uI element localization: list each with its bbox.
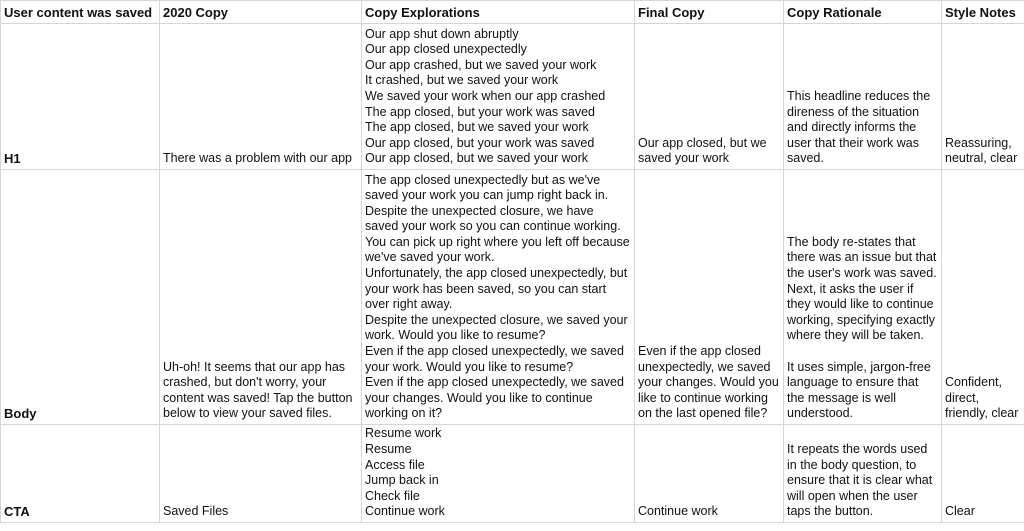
cell-explorations-cta[interactable] (362, 425, 635, 523)
rationale-paragraph: The body re-states that there was an issue but that the user's work was saved. Next, it asks the user if they would like to continue working, specifying exactly where they will be taken. (787, 234, 937, 343)
cell-2020-copy-body[interactable]: Uh-oh! It seems that our app has crashed, but don't worry, your content was saved! Tap the button below to view your saved files. (160, 170, 362, 425)
column-header-copy-explorations[interactable]: Copy Explorations (362, 1, 635, 24)
column-header-user-content-saved[interactable]: User content was saved (1, 1, 160, 24)
cell-2020-copy-cta[interactable]: Saved Files (160, 425, 362, 523)
exploration-line: The app closed, but we saved your work (365, 120, 589, 135)
exploration-line: Our app shut down abruptly (365, 26, 519, 41)
cell-style-notes-body[interactable]: Confident, direct, friendly, clear (942, 170, 1024, 425)
exploration-line: It crashed, but we saved your work (365, 73, 559, 88)
row-label-cta[interactable]: CTA (1, 425, 160, 523)
exploration-line: Even if the app closed unexpectedly, we saved your work. Would you like to resume? (365, 344, 624, 374)
cell-style-notes-h1[interactable]: Reassuring, neutral, clear (942, 24, 1024, 170)
exploration-line: Despite the unexpected closure, we saved your work. Would you like to resume? (365, 312, 628, 343)
cell-rationale-cta[interactable] (784, 425, 942, 523)
exploration-line: Access file (365, 457, 425, 472)
column-header-style-notes[interactable]: Style Notes (942, 1, 1024, 24)
row-label-body[interactable]: Body (1, 170, 160, 425)
exploration-line: Our app crashed, but we saved your work (365, 57, 597, 72)
exploration-line: Our app closed, but your work was saved (365, 135, 595, 150)
cell-final-copy-body[interactable]: Even if the app closed unexpectedly, we saved your changes. Would you like to continue working on the last opened file? (635, 170, 784, 425)
exploration-line: Our app closed unexpectedly (365, 42, 527, 57)
paragraph-spacer (787, 344, 937, 360)
table-row-cta (1, 425, 1024, 523)
rationale-paragraph: It uses simple, jargon-free language to ensure that the message is well understood. (787, 359, 931, 421)
cell-explorations-body[interactable] (362, 170, 635, 425)
rationale-paragraph: This headline reduces the direness of the situation and directly informs the user that their work was saved. (787, 89, 931, 166)
rationale-paragraph: It repeats the words used in the body question, to ensure that it is clear what will open when the user taps the button. (787, 442, 933, 519)
exploration-line: Unfortunately, the app closed unexpectedly, but your work has been saved, so you can start over right away. (365, 266, 628, 312)
exploration-line: Our app closed, but we saved your work (365, 151, 589, 166)
exploration-line: Jump back in (365, 473, 439, 488)
exploration-line: Check file (365, 488, 420, 503)
exploration-line: Resume work (365, 426, 442, 441)
cell-rationale-h1[interactable] (784, 24, 942, 170)
cell-explorations-h1[interactable] (362, 24, 635, 170)
column-header-final-copy[interactable]: Final Copy (635, 1, 784, 24)
table-row-h1 (1, 24, 1024, 170)
column-header-2020-copy[interactable]: 2020 Copy (160, 1, 362, 24)
exploration-line: We saved your work when our app crashed (365, 89, 606, 104)
exploration-line: Despite the unexpected closure, we have saved your work so you can continue working. (365, 203, 621, 234)
cell-final-copy-h1[interactable]: Our app closed, but we saved your work (635, 24, 784, 170)
row-label-h1[interactable]: H1 (1, 24, 160, 170)
table-row-body (1, 170, 1024, 425)
exploration-line: Continue work (365, 504, 445, 519)
cell-style-notes-cta[interactable]: Clear (942, 425, 1024, 523)
exploration-line: The app closed, but your work was saved (365, 104, 595, 119)
exploration-line: Resume (365, 442, 412, 457)
cell-2020-copy-h1[interactable]: There was a problem with our app (160, 24, 362, 170)
column-header-copy-rationale[interactable]: Copy Rationale (784, 1, 942, 24)
exploration-line: Even if the app closed unexpectedly, we saved your changes. Would you like to continue working on it? (365, 375, 624, 421)
exploration-line: The app closed unexpectedly but as we've saved your work you can jump right back in. (365, 172, 609, 203)
cell-rationale-body[interactable] (784, 170, 942, 425)
cell-final-copy-cta[interactable]: Continue work (635, 425, 784, 523)
header-row (1, 1, 1024, 24)
exploration-line: You can pick up right where you left off because we've saved your work. (365, 234, 630, 265)
